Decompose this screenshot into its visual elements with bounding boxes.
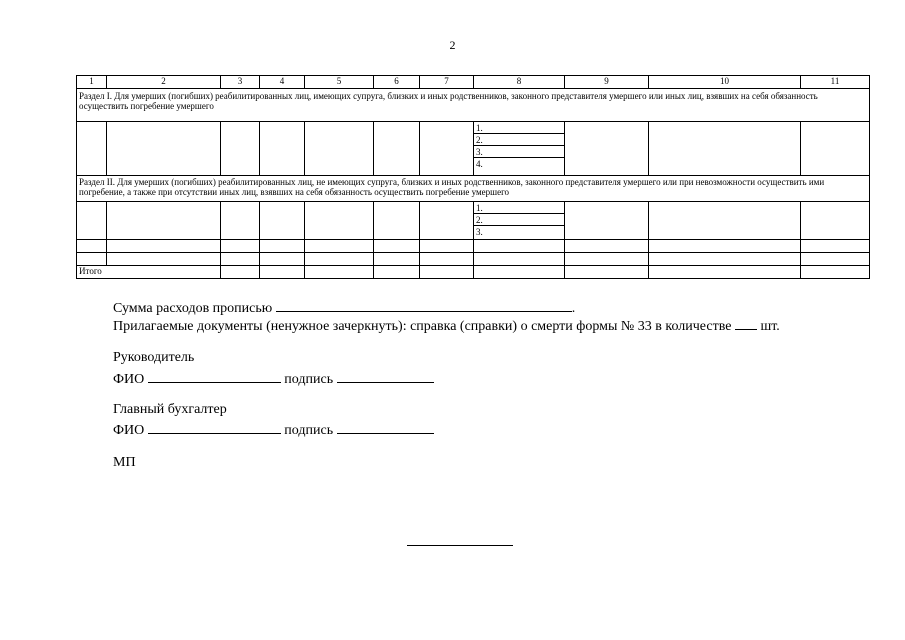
column-header: 1 xyxy=(77,76,107,89)
table-cell[interactable] xyxy=(221,253,260,266)
accountant-fio-label: ФИО xyxy=(113,423,145,438)
table-cell[interactable] xyxy=(77,240,107,253)
head-fio-label: ФИО xyxy=(113,372,145,387)
table-row xyxy=(77,253,870,266)
column-header: 3 xyxy=(221,76,260,89)
column-header: 10 xyxy=(649,76,801,89)
column-header: 6 xyxy=(374,76,420,89)
table-cell[interactable] xyxy=(420,202,474,240)
numbered-items-cell xyxy=(474,122,565,176)
table-cell[interactable] xyxy=(221,240,260,253)
table-cell[interactable] xyxy=(649,240,801,253)
table-cell[interactable] xyxy=(260,122,305,176)
column-header: 8 xyxy=(474,76,565,89)
head-signature-line xyxy=(113,368,434,389)
table-cell[interactable] xyxy=(420,240,474,253)
column-header: 4 xyxy=(260,76,305,89)
accountant-signature-blank[interactable] xyxy=(337,419,434,434)
section-1-header-row xyxy=(77,89,870,122)
table-cell[interactable] xyxy=(260,266,305,279)
documents-count-blank[interactable] xyxy=(735,315,757,330)
head-signature-label: подпись xyxy=(284,372,334,387)
column-header: 7 xyxy=(420,76,474,89)
table-cell[interactable] xyxy=(107,240,221,253)
stamp-label: МП xyxy=(113,455,136,470)
amount-end: . xyxy=(571,301,576,316)
numbered-item[interactable]: 3. xyxy=(476,227,483,237)
table-cell[interactable] xyxy=(305,202,374,240)
table-cell[interactable] xyxy=(801,266,870,279)
accountant-title: Главный бухгалтер xyxy=(113,402,227,417)
table-cell[interactable] xyxy=(565,202,649,240)
table-cell[interactable] xyxy=(565,266,649,279)
amount-blank[interactable] xyxy=(276,297,572,312)
numbered-item[interactable]: 2. xyxy=(474,134,564,146)
table-cell[interactable] xyxy=(221,122,260,176)
table-cell[interactable] xyxy=(260,240,305,253)
table-cell[interactable] xyxy=(565,253,649,266)
table-cell[interactable] xyxy=(305,122,374,176)
total-label: Итого xyxy=(77,266,221,279)
table-cell[interactable] xyxy=(474,253,565,266)
column-header: 5 xyxy=(305,76,374,89)
head-signature-blank[interactable] xyxy=(337,368,434,383)
table-cell[interactable] xyxy=(374,122,420,176)
table-cell[interactable] xyxy=(107,202,221,240)
accountant-signature-line xyxy=(113,419,434,440)
table-cell[interactable] xyxy=(801,202,870,240)
table-cell[interactable] xyxy=(649,253,801,266)
table-cell[interactable] xyxy=(801,253,870,266)
table-cell[interactable] xyxy=(260,202,305,240)
table-cell[interactable] xyxy=(420,253,474,266)
table-cell[interactable] xyxy=(474,266,565,279)
attached-documents-unit: шт. xyxy=(760,319,780,334)
table-cell[interactable] xyxy=(649,266,801,279)
table-row xyxy=(77,240,870,253)
numbered-item[interactable]: 1. xyxy=(474,122,564,134)
accountant-signature-label: подпись xyxy=(284,423,334,438)
table-cell[interactable] xyxy=(801,122,870,176)
table-cell[interactable] xyxy=(649,202,801,240)
table-cell[interactable] xyxy=(305,253,374,266)
table-cell[interactable] xyxy=(107,253,221,266)
table-cell[interactable] xyxy=(649,122,801,176)
column-header: 2 xyxy=(107,76,221,89)
numbered-item[interactable]: 2. xyxy=(474,214,564,226)
amount-label: Сумма расходов прописью xyxy=(113,301,273,316)
table-row xyxy=(77,202,870,240)
table-cell[interactable] xyxy=(565,240,649,253)
table-cell[interactable] xyxy=(77,202,107,240)
head-fio-blank[interactable] xyxy=(148,368,281,383)
column-header: 11 xyxy=(801,76,870,89)
section-1-title: Раздел I. Для умерших (погибших) реабилитированных лиц, имеющих супруга, близких и иных родственников, законного представителя умершего или иных лиц, взявших на себя обязанность осуществить погребение умершего xyxy=(77,89,870,122)
expense-table xyxy=(76,75,870,279)
section-2-header-row xyxy=(77,176,870,202)
table-cell[interactable] xyxy=(77,122,107,176)
table-cell[interactable] xyxy=(801,240,870,253)
accountant-fio-blank[interactable] xyxy=(148,419,281,434)
table-row xyxy=(77,122,870,176)
table-cell[interactable] xyxy=(305,240,374,253)
table-cell[interactable] xyxy=(474,240,565,253)
attached-documents-label: Прилагаемые документы (ненужное зачеркнуть): справка (справки) о смерти формы № 33 в количестве xyxy=(113,319,732,334)
table-cell[interactable] xyxy=(374,266,420,279)
column-header-row xyxy=(77,76,870,89)
table-cell[interactable] xyxy=(374,253,420,266)
table-cell[interactable] xyxy=(374,202,420,240)
table-cell[interactable] xyxy=(260,253,305,266)
total-row xyxy=(77,266,870,279)
footer-divider xyxy=(407,545,513,546)
page-number: 2 xyxy=(449,38,456,52)
table-cell[interactable] xyxy=(107,122,221,176)
numbered-item[interactable]: 4. xyxy=(476,159,483,169)
numbered-item[interactable]: 3. xyxy=(474,146,564,158)
column-header: 9 xyxy=(565,76,649,89)
table-cell[interactable] xyxy=(374,240,420,253)
head-title: Руководитель xyxy=(113,350,195,365)
table-cell[interactable] xyxy=(420,122,474,176)
table-cell[interactable] xyxy=(221,202,260,240)
table-cell[interactable] xyxy=(77,253,107,266)
table-cell[interactable] xyxy=(420,266,474,279)
table-cell[interactable] xyxy=(221,266,260,279)
table-cell[interactable] xyxy=(305,266,374,279)
numbered-item[interactable]: 1. xyxy=(474,202,564,214)
numbered-items-cell xyxy=(474,202,565,240)
section-2-title: Раздел II. Для умерших (погибших) реабилитированных лиц, не имеющих супруга, близких и иных родственников, законного представителя умершего или при невозможности осуществить ими погребение, а также при отсутствии иных лиц, взявших на себя обязанность осуществить погребение умершего xyxy=(77,176,870,202)
attached-documents-line xyxy=(113,315,780,336)
table-cell[interactable] xyxy=(565,122,649,176)
